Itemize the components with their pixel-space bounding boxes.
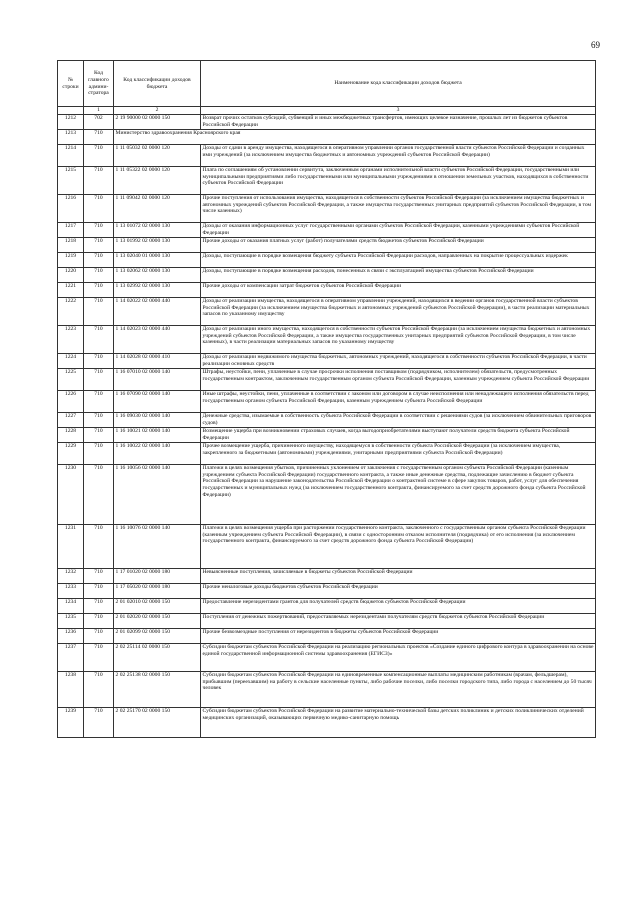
- admin-code-cell: 702: [84, 115, 114, 130]
- name-cell: Субсидии бюджетам субъектов Российской Федерации на единовременные компенсационные выплаты медицинским работникам (врачам, фельдшерам), прибывшим (переехавшим) на работу в сельские населенные пункты, либо рабочие поселки, либо поселки городского типа, либо города с населением до 50 тысяч человек: [201, 672, 596, 708]
- name-cell: Доходы, поступающие в порядке возмещения расходов, понесенных в связи с эксплуатацией имущества субъектов Российской Федерации: [201, 268, 596, 283]
- admin-code-cell: 710: [84, 145, 114, 167]
- column-number: 1: [84, 107, 114, 115]
- admin-code-cell: 710: [84, 465, 114, 525]
- column-number: [58, 107, 84, 115]
- classification-code-cell: 2 01 02020 02 0000 150: [114, 614, 201, 629]
- table-row: [58, 614, 596, 629]
- table-row: [58, 326, 596, 354]
- column-number: 2: [114, 107, 201, 115]
- row-number-cell: 1239: [58, 708, 84, 738]
- name-cell: Прочие доходы от компенсации затрат бюджетов субъектов Российской Федерации: [201, 283, 596, 298]
- table-row: [58, 672, 596, 708]
- row-number-cell: 1212: [58, 115, 84, 130]
- table-row: [58, 644, 596, 672]
- classification-code-cell: 2 19 90000 02 0000 150: [114, 115, 201, 130]
- header-admin-code: Код главного админи-стратора: [84, 61, 114, 107]
- row-number-cell: 1224: [58, 354, 84, 369]
- row-number-cell: 1216: [58, 195, 84, 223]
- admin-code-cell: 710: [84, 238, 114, 253]
- name-cell: Денежные средства, изымаемые в собственность субъекта Российской Федерации в соответствии с решениями судов (за исключением обвинительных приговоров судов): [201, 413, 596, 428]
- classification-code-cell: 1 16 09030 02 0000 140: [114, 413, 201, 428]
- name-cell: Доходы от оказания информационных услуг государственными органами субъектов Российской Федерации, казенными учреждениями субъектов Российской Федерации: [201, 223, 596, 238]
- table-body: [58, 115, 596, 738]
- classification-code-cell: 1 11 09042 02 0000 120: [114, 195, 201, 223]
- classification-code-cell: 2 02 25114 02 0000 150: [114, 644, 201, 672]
- classification-code-cell: 1 16 07010 02 0000 140: [114, 369, 201, 391]
- admin-code-cell: 710: [84, 708, 114, 738]
- admin-code-cell: 710: [84, 525, 114, 569]
- admin-code-cell: 710: [84, 584, 114, 599]
- classification-code-cell: 2 02 25170 02 0000 150: [114, 708, 201, 738]
- row-number-cell: 1234: [58, 599, 84, 614]
- table-row: [58, 413, 596, 428]
- table-row: [58, 354, 596, 369]
- row-number-cell: 1220: [58, 268, 84, 283]
- row-number-cell: 1231: [58, 525, 84, 569]
- admin-code-cell: 710: [84, 167, 114, 195]
- name-cell: Доходы от реализации имущества, находящегося в оперативном управлении учреждений, находящихся в ведении органов государственной власти субъектов Российской Федерации (за исключением имущества бюджетных и автономных учреждений субъектов Российской Федерации), в части реализации материальных запасов по указанному имуществу: [201, 298, 596, 326]
- name-cell: Иные штрафы, неустойки, пени, уплаченные в соответствии с законом или договором в случае неисполнения или ненадлежащего исполнения обязательств перед государственным органом субъекта Российской Федерации, казенным учреждением субъекта Российской Федерации: [201, 391, 596, 413]
- name-cell: Поступления от денежных пожертвований, предоставляемых нерезидентами получателям средств бюджетов субъектов Российской Федерации: [201, 614, 596, 629]
- name-cell: Прочие неналоговые доходы бюджетов субъектов Российской Федерации: [201, 584, 596, 599]
- classification-code-cell: 1 13 02040 01 0000 130: [114, 253, 201, 268]
- admin-code-cell: 710: [84, 599, 114, 614]
- header-row-number: № строки: [58, 61, 84, 107]
- table-row: [58, 428, 596, 443]
- table-row: [58, 599, 596, 614]
- name-cell: Платежи в целях возмещения ущерба при расторжении государственного контракта, заключенного с государственным органом субъекта Российской Федерации (казенным учреждением субъекта Российской Федерации), в связи с односторонним отказом исполнителя (подрядчика) от его исполнения (за исключением государственного контракта, финансируемого за счет средств дорожного фонда субъекта Российской Федерации): [201, 525, 596, 569]
- name-cell: Доходы от реализации иного имущества, находящегося в собственности субъектов Российской Федерации (за исключением имущества бюджетных и автономных учреждений субъектов Российской Федерации, а также имущества государственных унитарных предприятий субъектов Российской Федерации, в том числе казенных), в части реализации материальных запасов по указанному имуществу: [201, 326, 596, 354]
- classification-code-cell: 1 13 01992 02 0000 130: [114, 238, 201, 253]
- row-number-cell: 1226: [58, 391, 84, 413]
- table-row: [58, 223, 596, 238]
- classification-code-cell: 1 13 01072 02 0000 130: [114, 223, 201, 238]
- classification-code-cell: 1 13 02062 02 0000 130: [114, 268, 201, 283]
- admin-code-cell: 710: [84, 413, 114, 428]
- table-row: [58, 708, 596, 738]
- table-row: [58, 443, 596, 465]
- admin-code-cell: 710: [84, 629, 114, 644]
- row-number-cell: 1236: [58, 629, 84, 644]
- row-number-cell: 1214: [58, 145, 84, 167]
- name-cell: Плата по соглашениям об установлении сервитута, заключенным органами исполнительной власти субъектов Российской Федерации, государственными или муниципальными предприятиями либо государственными или муниципальными учреждениями в отношении земельных участков, находящихся в собственности субъектов Российской Федерации: [201, 167, 596, 195]
- section-title-cell: Министерство здравоохранения Красноярского края: [114, 130, 596, 145]
- admin-code-cell: 710: [84, 223, 114, 238]
- row-number-cell: 1221: [58, 283, 84, 298]
- revenue-classification-table: [57, 60, 596, 738]
- classification-code-cell: 1 16 10056 02 0000 140: [114, 465, 201, 525]
- admin-code-cell: 710: [84, 391, 114, 413]
- row-number-cell: 1213: [58, 130, 84, 145]
- table-row: [58, 195, 596, 223]
- row-number-cell: 1217: [58, 223, 84, 238]
- admin-code-cell: 710: [84, 326, 114, 354]
- table-row: [58, 130, 596, 145]
- row-number-cell: 1219: [58, 253, 84, 268]
- classification-code-cell: 1 17 01020 02 0000 180: [114, 569, 201, 584]
- classification-code-cell: 1 11 05032 02 0000 120: [114, 145, 201, 167]
- admin-code-cell: 710: [84, 569, 114, 584]
- table-row: [58, 268, 596, 283]
- table-row: [58, 115, 596, 130]
- classification-code-cell: 1 16 10022 02 0000 140: [114, 443, 201, 465]
- classification-code-cell: 1 11 05322 02 0000 120: [114, 167, 201, 195]
- row-number-cell: 1237: [58, 644, 84, 672]
- admin-code-cell: 710: [84, 672, 114, 708]
- row-number-cell: 1218: [58, 238, 84, 253]
- row-number-cell: 1215: [58, 167, 84, 195]
- name-cell: Прочие доходы от оказания платных услуг (работ) получателями средств бюджетов субъектов Российской Федерации: [201, 238, 596, 253]
- column-numbers-row: [58, 107, 596, 115]
- row-number-cell: 1223: [58, 326, 84, 354]
- row-number-cell: 1238: [58, 672, 84, 708]
- classification-code-cell: 2 01 02010 02 0000 150: [114, 599, 201, 614]
- column-number: 3: [201, 107, 596, 115]
- name-cell: Возмещение ущерба при возникновении страховых случаев, когда выгодоприобретателями выступают получатели средств бюджета субъекта Российской Федерации: [201, 428, 596, 443]
- row-number-cell: 1235: [58, 614, 84, 629]
- admin-code-cell: 710: [84, 298, 114, 326]
- row-number-cell: 1227: [58, 413, 84, 428]
- admin-code-cell: 710: [84, 614, 114, 629]
- name-cell: Предоставление нерезидентами грантов для получателей средств бюджетов субъектов Российской Федерации: [201, 599, 596, 614]
- name-cell: Субсидии бюджетам субъектов Российской Федерации на развитие материально-технической базы детских поликлиник и детских поликлинических отделений медицинских организаций, оказывающих первичную медико-санитарную помощь: [201, 708, 596, 738]
- header-classification-code: Код классификации доходов бюджета: [114, 61, 201, 107]
- page-number: 69: [591, 40, 600, 50]
- table-row: [58, 584, 596, 599]
- admin-code-cell: 710: [84, 369, 114, 391]
- name-cell: Невыясненные поступления, зачисляемые в бюджеты субъектов Российской Федерации: [201, 569, 596, 584]
- table-row: [58, 369, 596, 391]
- admin-code-cell: 710: [84, 195, 114, 223]
- table-row: [58, 298, 596, 326]
- table-row: [58, 238, 596, 253]
- classification-code-cell: 2 01 02099 02 0000 150: [114, 629, 201, 644]
- table-row: [58, 391, 596, 413]
- admin-code-cell: 710: [84, 130, 114, 145]
- classification-code-cell: 1 16 10076 02 0000 140: [114, 525, 201, 569]
- table-header: [58, 61, 596, 115]
- name-cell: Возврат прочих остатков субсидий, субвенций и иных межбюджетных трансфертов, имеющих целевое назначение, прошлых лет из бюджетов субъектов Российской Федерации: [201, 115, 596, 130]
- admin-code-cell: 710: [84, 283, 114, 298]
- admin-code-cell: 710: [84, 443, 114, 465]
- table-row: [58, 569, 596, 584]
- admin-code-cell: 710: [84, 253, 114, 268]
- classification-code-cell: 1 14 02028 02 0000 410: [114, 354, 201, 369]
- name-cell: Субсидии бюджетам субъектов Российской Федерации на реализацию региональных проектов «Создание единого цифрового контура в здравоохранении на основе единой государственной информационной системы здравоохранения (ЕГИСЗ)»: [201, 644, 596, 672]
- table-row: [58, 525, 596, 569]
- classification-code-cell: 1 17 05020 02 0000 180: [114, 584, 201, 599]
- name-cell: Доходы, поступающие в порядке возмещения бюджету субъекта Российской Федерации расходов, направленных на покрытие процессуальных издержек: [201, 253, 596, 268]
- classification-code-cell: 1 14 02023 02 0000 440: [114, 326, 201, 354]
- name-cell: Штрафы, неустойки, пени, уплаченные в случае просрочки исполнения поставщиком (подрядчиком, исполнителем) обязательств, предусмотренных государственным контрактом, заключенным государственным органом субъекта Российской Федерации, казенным учреждением субъекта Российской Федерации: [201, 369, 596, 391]
- row-number-cell: 1222: [58, 298, 84, 326]
- row-number-cell: 1228: [58, 428, 84, 443]
- name-cell: Доходы от реализации недвижимого имущества бюджетных, автономных учреждений, находящегося в собственности субъектов Российской Федерации, в части реализации основных средств: [201, 354, 596, 369]
- name-cell: Прочее возмещение ущерба, причиненного имуществу, находящемуся в собственности субъекта Российской Федерации (за исключением имущества, закрепленного за бюджетными (автономными) учреждениями, унитарными предприятиями субъекта Российской Федерации): [201, 443, 596, 465]
- table-row: [58, 283, 596, 298]
- table-row: [58, 465, 596, 525]
- table-row: [58, 145, 596, 167]
- table-row: [58, 167, 596, 195]
- classification-code-cell: 1 16 10021 02 0000 140: [114, 428, 201, 443]
- row-number-cell: 1233: [58, 584, 84, 599]
- name-cell: Прочие безвозмездные поступления от нерезидентов в бюджеты субъектов Российской Федерации: [201, 629, 596, 644]
- table-row: [58, 253, 596, 268]
- classification-code-cell: 1 16 07090 02 0000 140: [114, 391, 201, 413]
- row-number-cell: 1229: [58, 443, 84, 465]
- classification-code-cell: 1 14 02022 02 0000 440: [114, 298, 201, 326]
- classification-code-cell: 2 02 25138 02 0000 150: [114, 672, 201, 708]
- header-name: Наименование кода классификации доходов бюджета: [201, 61, 596, 107]
- name-cell: Прочие поступления от использования имущества, находящегося в собственности субъектов Российской Федерации (за исключением имущества бюджетных и автономных учреждений субъектов Российской Федерации, а также имущества государственных унитарных предприятий субъектов Российской Федерации, в том числе казенных): [201, 195, 596, 223]
- classification-code-cell: 1 13 02992 02 0000 130: [114, 283, 201, 298]
- row-number-cell: 1225: [58, 369, 84, 391]
- row-number-cell: 1232: [58, 569, 84, 584]
- name-cell: Доходы от сдачи в аренду имущества, находящегося в оперативном управлении органов государственной власти субъектов Российской Федерации и созданных ими учреждений (за исключением имущества бюджетных и автономных учреждений субъектов Российской Федерации): [201, 145, 596, 167]
- name-cell: Платежи в целях возмещения убытков, причиненных уклонением от заключения с государственным органом субъекта Российской Федерации (казенным учреждением субъекта Российской Федерации) государственного контракта, а также иные денежные средства, подлежащие зачислению в бюджет субъекта Российской Федерации за нарушение законодательства Российской Федерации о контрактной системе в сфере закупок товаров, работ, услуг для обеспечения государственных и муниципальных нужд (за исключением государственного контракта, финансируемого за счет средств дорожного фонда субъекта Российской Федерации): [201, 465, 596, 525]
- admin-code-cell: 710: [84, 268, 114, 283]
- admin-code-cell: 710: [84, 644, 114, 672]
- admin-code-cell: 710: [84, 428, 114, 443]
- row-number-cell: 1230: [58, 465, 84, 525]
- admin-code-cell: 710: [84, 354, 114, 369]
- table-row: [58, 629, 596, 644]
